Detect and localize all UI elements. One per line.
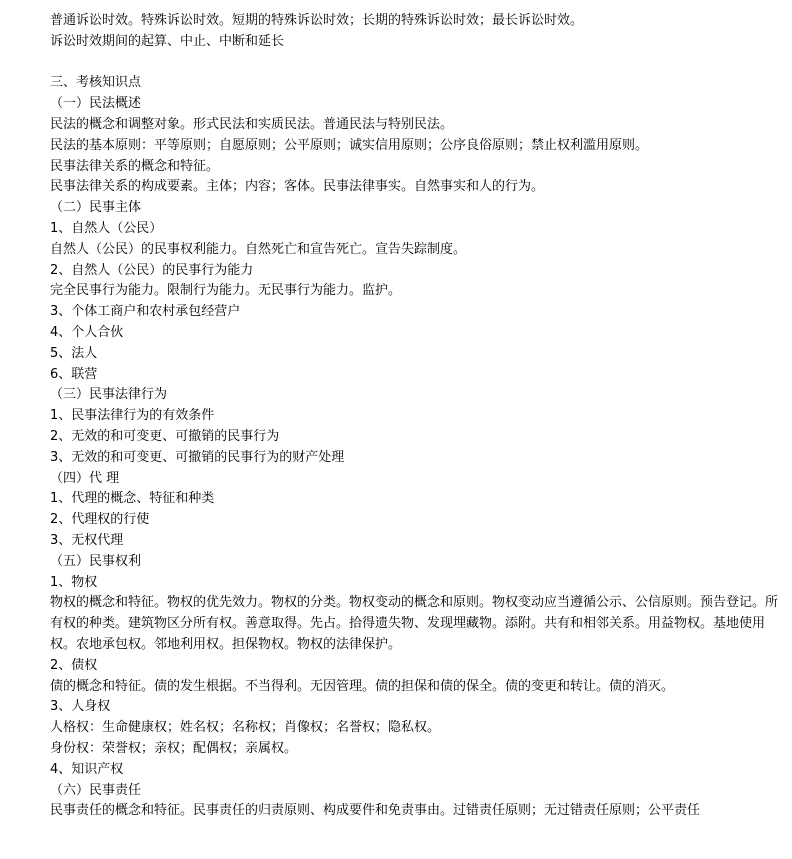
text-line: 诉讼时效期间的起算、中止、中断和延长: [50, 33, 285, 49]
text-line: （三）民事法律行为: [50, 387, 168, 403]
text-line: 5、法人: [50, 345, 98, 361]
text-line: 民事法律关系的构成要素。主体；内容；客体。民事法律事实。自然事实和人的行为。: [50, 179, 545, 195]
text-line: 民法的基本原则：平等原则；自愿原则；公平原则；诚实信用原则；公序良俗原则；禁止权利滥用原则。: [50, 137, 649, 153]
text-line: （六）民事责任: [50, 782, 142, 798]
text-line: 完全民事行为能力。限制行为能力。无民事行为能力。监护。: [50, 283, 402, 299]
text-line: 2、无效的和可变更、可撤销的民事行为: [50, 429, 280, 444]
text-line: 6、联营: [50, 366, 98, 382]
text-line: 物权的概念和特征。物权的优先效力。物权的分类。物权变动的概念和原则。物权变动应当遵循公示、公信原则。预告登记。所有权的种类。建筑物区分所有权。善意取得。先占。拾得遗失物、发现埋藏物。添附。共有和相邻关系。用益物权。基地使用权。农地承包权。邻地利用权。担保物权。物权的法律保护。: [50, 595, 779, 652]
text-line: 4、个人合伙: [50, 325, 124, 340]
text-line: 身份权：荣誉权；亲权；配偶权；亲属权。: [50, 741, 298, 756]
text-line: 2、代理权的行使: [50, 512, 150, 528]
text-line: 民事法律关系的概念和特征。: [50, 158, 220, 174]
text-line: 2、自然人（公民）的民事行为能力: [50, 262, 254, 278]
text-line: 民事责任的概念和特征。民事责任的归责原则、构成要件和免责事由。过错责任原则；无过错责任原则；公平责任: [50, 803, 701, 819]
text-line: 1、自然人（公民）: [50, 221, 163, 236]
text-line: 2、债权: [50, 657, 98, 673]
text-line: 人格权：生命健康权；姓名权；名称权；肖像权；名誉权；隐私权。: [50, 720, 441, 736]
text-line: 普通诉讼时效。特殊诉讼时效。短期的特殊诉讼时效；长期的特殊诉讼时效；最长诉讼时效。: [50, 13, 584, 28]
text-line: 3、个体工商户和农村承包经营户: [50, 304, 241, 320]
text-line: （二）民事主体: [50, 200, 142, 216]
text-line: 债的概念和特征。债的发生根据。不当得利。无因管理。债的担保和债的保全。债的变更和转让。债的消灭。: [50, 678, 675, 694]
text-line: 三、考核知识点: [50, 75, 142, 91]
text-line: 1、代理的概念、特征和种类: [50, 491, 215, 507]
text-line: 1、民事法律行为的有效条件: [50, 408, 215, 424]
text-line: （四）代 理: [50, 470, 120, 486]
text-line: 民法的概念和调整对象。形式民法和实质民法。普通民法与特别民法。: [50, 117, 454, 132]
text-line: 3、无效的和可变更、可撤销的民事行为的财产处理: [50, 449, 345, 465]
text-line: （一）民法概述: [50, 96, 142, 112]
text-line: 自然人（公民）的民事权利能力。自然死亡和宣告死亡。宣告失踪制度。: [50, 241, 467, 257]
text-line: 3、无权代理: [50, 533, 124, 548]
text-line: 4、知识产权: [50, 761, 124, 777]
text-line: 1、物权: [50, 574, 98, 590]
text-line: 3、人身权: [50, 699, 111, 715]
text-line: （五）民事权利: [50, 553, 142, 569]
